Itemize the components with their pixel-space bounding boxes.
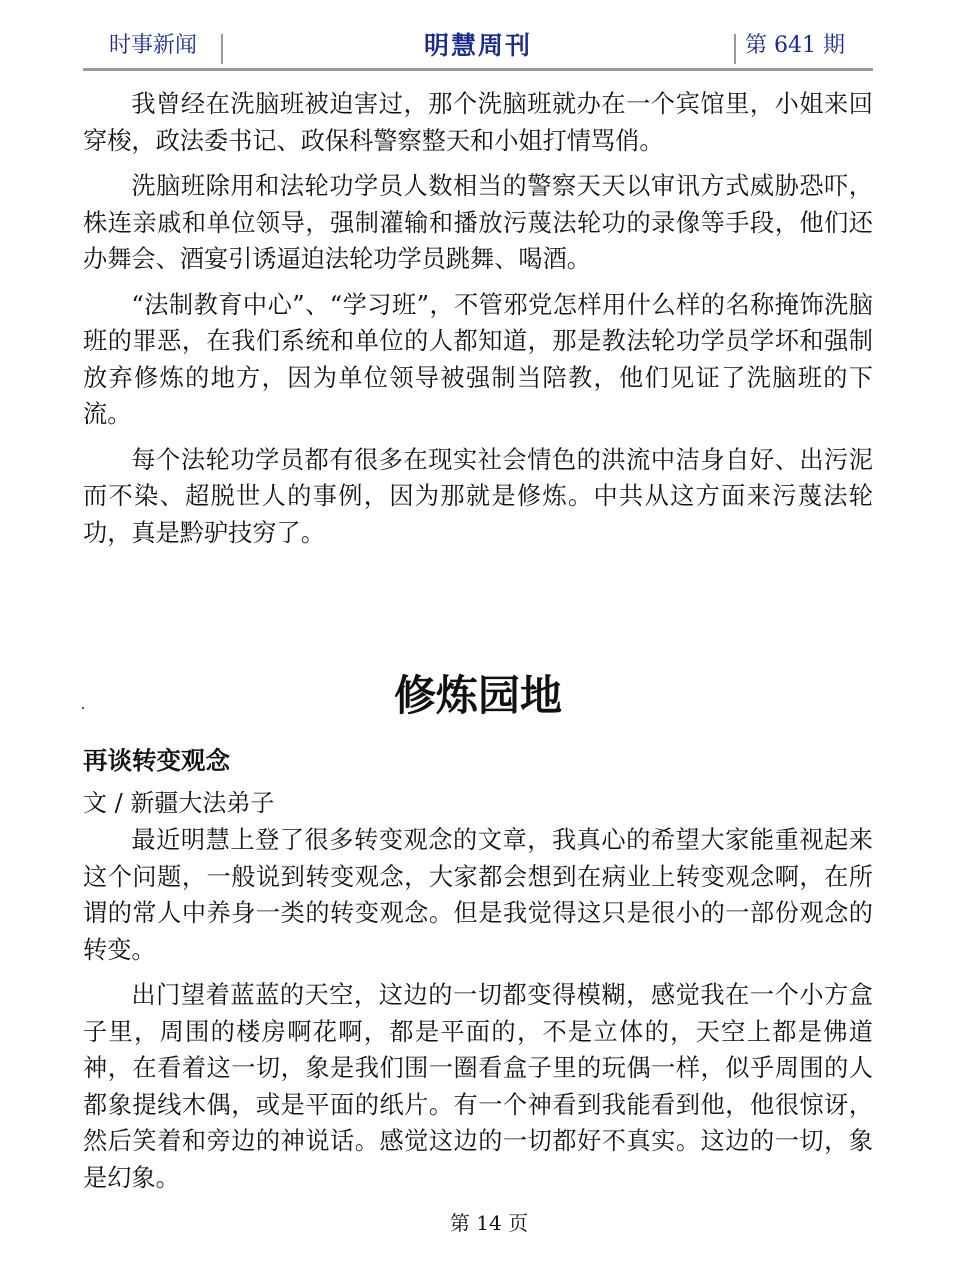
header-publication-title: 明慧周刊 bbox=[423, 31, 532, 60]
page-number: 第 14 页 bbox=[449, 1211, 529, 1235]
article-paragraph: 出门望着蓝蓝的天空，这边的一切都变得模糊，感觉我在一个小方盒子里，周围的楼房啊花啊，都是平面的，不是立体的，天空上都是佛道神，在看着这一切，象是我们围一圈看盒子里的玩偶一样，似乎周围的人都象提线木偶，或是平面的纸片。有一个神看到我能看到他，他很惊讶，然后笑着和旁边的神说话。感觉这边的一切都好不真实。这边的一切，象是幻象。 bbox=[83, 981, 873, 1192]
page-header bbox=[83, 28, 873, 71]
header-section-label: 时事新闻 bbox=[109, 33, 198, 58]
body-paragraph: 我曾经在洗脑班被迫害过，那个洗脑班就办在一个宾馆里，小姐来回穿梭，政法委书记、政保科警察整天和小姐打情骂俏。 bbox=[83, 90, 873, 155]
article-byline: 文 / 新疆大法弟子 bbox=[83, 789, 275, 817]
body-paragraph: 洗脑班除用和法轮功学员人数相当的警察天天以审讯方式威胁恐吓，株连亲戚和单位领导，强制灌输和播放污蔑法轮功的录像等手段，他们还办舞会、酒宴引诱逼迫法轮功学员跳舞、喝酒。 bbox=[83, 172, 873, 273]
header-divider-right bbox=[734, 34, 736, 64]
section-title: 修炼园地 bbox=[393, 671, 562, 720]
body-paragraph: 每个法轮功学员都有很多在现实社会情色的洪流中洁身自好、出污泥而不染、超脱世人的事例，因为那就是修炼。中共从这方面来污蔑法轮功，真是黔驴技穷了。 bbox=[83, 445, 873, 547]
article bbox=[83, 742, 873, 1205]
article-title: 再谈转变观念 bbox=[83, 746, 230, 775]
article-paragraph: 最近明慧上登了很多转变观念的文章，我真心的希望大家能重视起来这个问题，一般说到转变观念，大家都会想到在病业上转变观念啊，在所谓的常人中养身一类的转变观念。但是我觉得这只是很小的一部份观念的转变。 bbox=[83, 826, 873, 964]
top-article-continuation bbox=[83, 86, 873, 560]
header-issue-number: 第 641 期 bbox=[745, 33, 845, 58]
body-paragraph: “法制教育中心”、“学习班”，不管邪党怎样用什么样的名称掩饰洗脑班的罪恶，在我们系统和单位的人都知道，那是教法轮功学员学坏和强制放弃修炼的地方，因为单位领导被强制当陪教，他们见证了洗脑班的下流。 bbox=[83, 290, 873, 428]
